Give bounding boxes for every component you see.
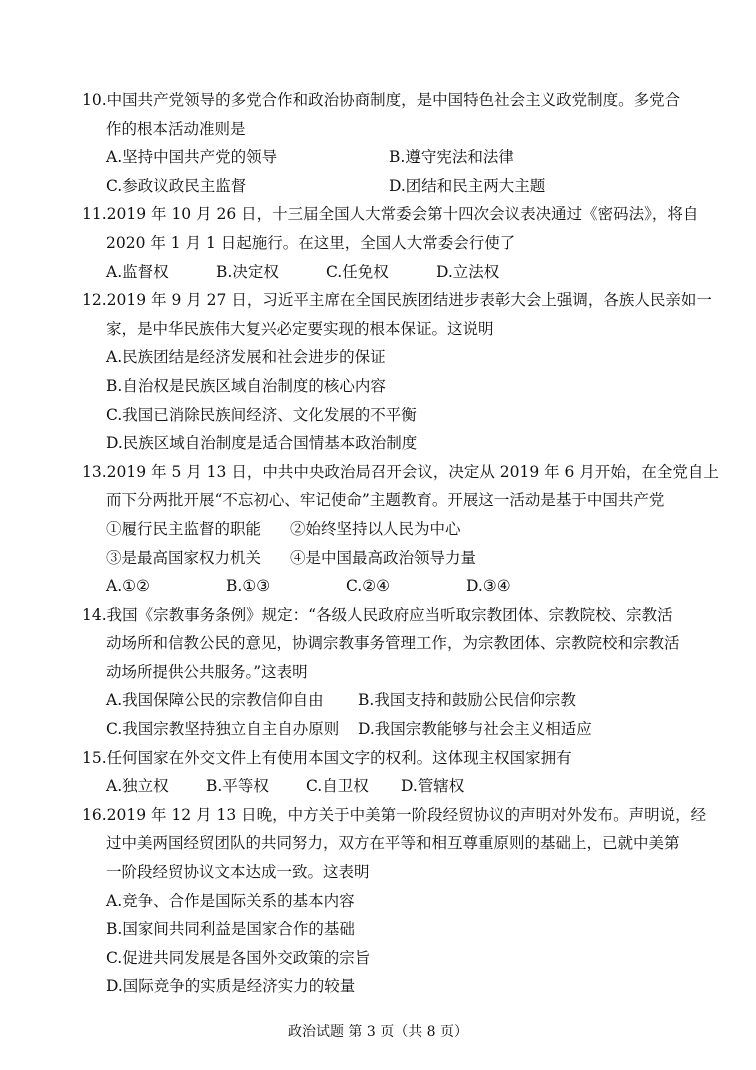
question-stem-line: 过中美两国经贸团队的共同努力，双方在平等和相互尊重原则的基础上，已就中美第 — [106, 834, 680, 853]
page-footer: 政治试题 第 3 页（共 8 页） — [287, 1024, 469, 1040]
question-stem-line: 2020 年 1 月 1 日起施行。在这里，全国人大常委会行使了 — [106, 233, 516, 252]
option-a: A.监督权 — [106, 262, 169, 281]
option-c: C.参政议政民主监督 — [106, 176, 247, 195]
option-a: A.①② — [106, 577, 150, 596]
statement-3: ③是最高国家权力机关 — [106, 548, 262, 567]
option-c: C.自卫权 — [306, 777, 369, 796]
question-10 — [82, 86, 686, 200]
statement-row — [82, 515, 686, 544]
statement-1: ①履行民主监督的职能 — [106, 519, 262, 538]
option-c: C.促进共同发展是各国外交政策的宗旨 — [106, 948, 371, 967]
option-c: C.②④ — [346, 577, 391, 596]
statement-row — [82, 544, 686, 573]
question-stem-line: 而下分两批开展“不忘初心、牢记使命”主题教育。开展这一活动是基于中国共产党 — [106, 491, 665, 510]
question-stem-line: 动场所提供公共服务。”这表明 — [106, 662, 308, 681]
question-stem-line: 10.中国共产党领导的多党合作和政治协商制度，是中国特色社会主义政党制度。多党合 — [82, 91, 681, 109]
option-row — [82, 572, 686, 601]
option-d: D.国际竞争的实质是经济实力的较量 — [106, 977, 356, 996]
question-15 — [82, 744, 686, 801]
option-d: D.民族区域自治制度是适合国情基本政治制度 — [106, 434, 418, 453]
question-16 — [82, 801, 707, 1001]
question-stem-line: 动场所和信教公民的意见，协调宗教事务管理工作，为宗教团体、宗教院校和宗教活 — [106, 634, 680, 653]
option-d: D.③④ — [466, 577, 511, 596]
question-11 — [82, 200, 699, 286]
option-row — [82, 258, 686, 287]
option-a: A.独立权 — [106, 777, 169, 796]
question-stem-line: 作的根本活动准则是 — [106, 119, 246, 138]
option-b: B.遵守宪法和法律 — [389, 148, 514, 167]
option-d: D.管辖权 — [401, 777, 465, 796]
option-c: C.任免权 — [326, 262, 389, 281]
option-row — [82, 686, 686, 715]
option-a: A.竞争、合作是国际关系的基本内容 — [106, 891, 355, 910]
option-b: B.我国支持和鼓励公民信仰宗教 — [358, 691, 576, 710]
question-14 — [82, 601, 686, 744]
option-a: A.民族团结是经济发展和社会进步的保证 — [106, 348, 386, 367]
question-stem-line: 15.任何国家在外交文件上有使用本国文字的权利。这体现主权国家拥有 — [82, 748, 572, 767]
question-stem-line: 14.我国《宗教事务条例》规定：“各级人民政府应当听取宗教团体、宗教院校、宗教活 — [82, 605, 673, 624]
question-stem-line: 11.2019 年 10 月 26 日，十三届全国人大常委会第十四次会议表决通过《密码法》，将自 — [82, 205, 699, 224]
statement-4: ④是中国最高政治领导力量 — [290, 548, 477, 567]
option-c: C.我国已消除民族间经济、文化发展的不平衡 — [106, 405, 417, 424]
question-stem-line: 家，是中华民族伟大复兴必定要实现的根本保证。这说明 — [106, 319, 494, 338]
option-b: B.①③ — [226, 577, 271, 596]
question-stem-line: 一阶段经贸协议文本达成一致。这表明 — [106, 863, 370, 882]
option-b: B.国家间共同利益是国家合作的基础 — [106, 920, 355, 939]
question-stem-line: 16.2019 年 12 月 13 日晚，中方关于中美第一阶段经贸协议的声明对外发布。声明说，经 — [82, 805, 707, 824]
option-b: B.自治权是民族区域自治制度的核心内容 — [106, 376, 386, 395]
question-13 — [82, 458, 719, 601]
option-b: B.决定权 — [216, 262, 279, 281]
option-row — [82, 143, 686, 172]
option-d: D.立法权 — [436, 262, 500, 281]
question-stem-line: 13.2019 年 5 月 13 日，中共中央政治局召开会议，决定从 2019 年 6 月开始，在全党自上 — [82, 462, 719, 481]
option-row — [82, 772, 686, 801]
option-d: D.我国宗教能够与社会主义相适应 — [358, 720, 592, 739]
question-12 — [82, 286, 712, 458]
option-row — [82, 715, 686, 744]
question-stem-line: 12.2019 年 9 月 27 日，习近平主席在全国民族团结进步表彰大会上强调，各族人民亲如一 — [82, 291, 712, 310]
option-c: C.我国宗教坚持独立自主自办原则 — [106, 720, 340, 739]
statement-2: ②始终坚持以人民为中心 — [290, 519, 461, 538]
option-a: A.坚持中国共产党的领导 — [106, 148, 278, 167]
option-d: D.团结和民主两大主题 — [389, 176, 546, 195]
option-b: B.平等权 — [206, 777, 269, 796]
option-row — [82, 172, 686, 201]
option-a: A.我国保障公民的宗教信仰自由 — [106, 691, 324, 710]
